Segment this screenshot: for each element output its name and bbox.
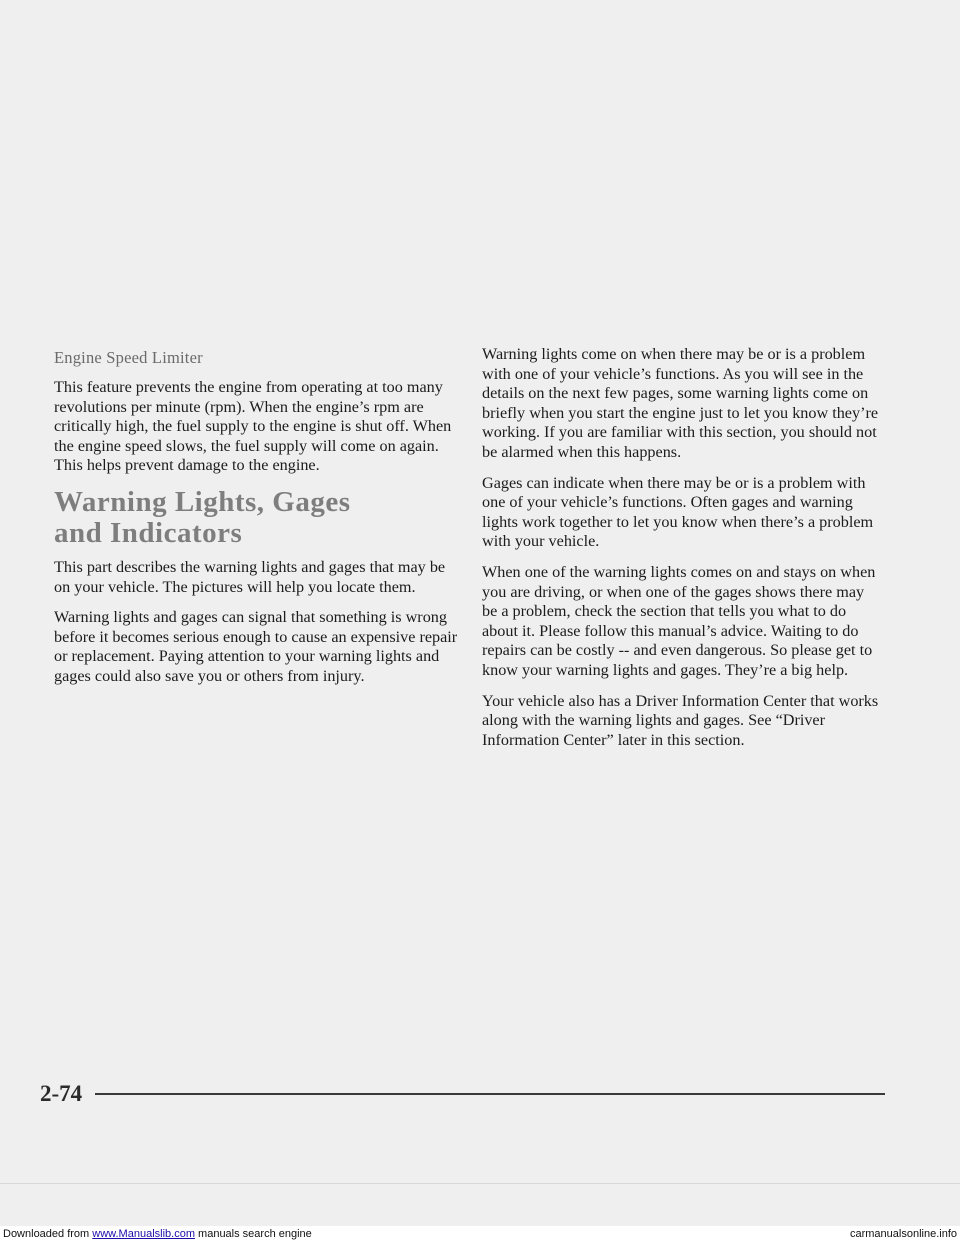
footer-rule	[95, 1093, 885, 1095]
warning-lights-paragraph: Warning lights come on when there may be or is a problem with one of your vehicle’s functions. As you will see in the details on the next few pages, some warning lights come on briefly when you start the engine just to let you know they’re working. If you are familiar with this section, you should not be alarmed when this happens.	[482, 345, 879, 461]
section-title-line2: and Indicators	[54, 516, 243, 549]
page-number: 2-74	[40, 1081, 83, 1106]
gages-paragraph: Gages can indicate when there may be or is a problem with one of your vehicle’s functions. Often gages and warning lights work together to let you know when there’s a problem with your vehicle.	[482, 473, 874, 551]
manualslib-link[interactable]: www.Manualslib.com	[92, 1228, 195, 1240]
footer-left	[3, 1228, 312, 1240]
divider	[0, 1183, 960, 1184]
footer-downloaded-from: Downloaded from	[3, 1228, 93, 1240]
footer-right-watermark: carmanualsonline.info	[849, 1228, 957, 1240]
engine-speed-limiter-text: This feature prevents the engine from operating at too many revolutions per minute (rpm). When the engine’s rpm are critically high, the fuel supply to the engine is shut off. When the engine speed slows, the fuel supply will come on again. This helps prevent damage to the engine.	[54, 378, 452, 475]
left-column	[54, 348, 464, 698]
section-title-line1: Warning Lights, Gages	[54, 485, 351, 518]
warning-paragraph: Warning lights and gages can signal that something is wrong before it becomes serious enough to cause an expensive repair or replacement. Paying attention to your warning lights and gages could also save you or others from injury.	[54, 608, 458, 685]
engine-speed-limiter-heading: Engine Speed Limiter	[54, 348, 203, 367]
footer-suffix: manuals search engine	[194, 1228, 312, 1240]
stays-on-paragraph: When one of the warning lights comes on and stays on when you are driving, or when one of the gages shows there may be a problem, check the section that tells you what to do about it. Please follow this manual’s advice. Waiting to do repairs can be costly -- and even dangerous. So please get to know your warning lights and gages. They’re a big help.	[482, 562, 876, 679]
download-footer	[0, 1226, 960, 1242]
driver-info-center-paragraph: Your vehicle also has a Driver Information Center that works along with the warning lights and gages. See “Driver Information Center” later in this section.	[482, 691, 879, 749]
right-column	[482, 345, 882, 761]
section-title	[54, 487, 464, 549]
intro-paragraph: This part describes the warning lights and gages that may be on your vehicle. The pictures will help you locate them.	[54, 557, 446, 596]
